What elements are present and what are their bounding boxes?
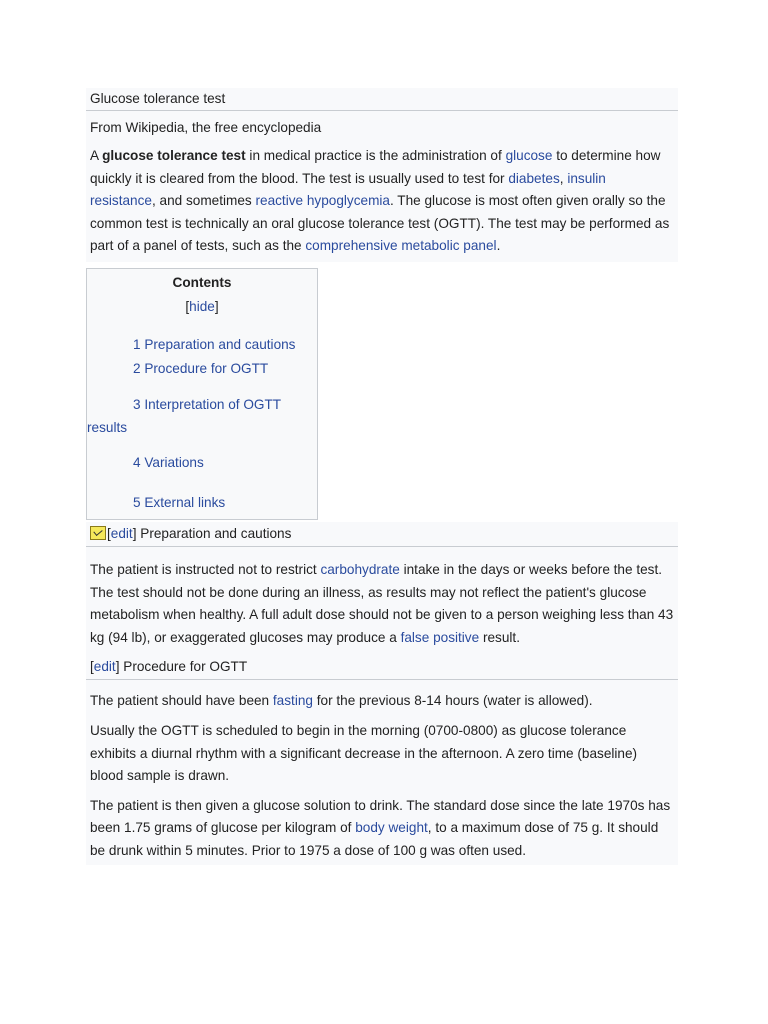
procedure-paragraph-3: The patient is then given a glucose solution to drink. The standard dose since the late 1970s has been 1.75 grams of glucose per kilogram of body weight, to a maximum dose of 75 g. It should be drunk within 5 minutes. Prior to 1975 a dose of 100 g was often used. xyxy=(90,797,671,858)
toc-hide-control: [hide] xyxy=(185,298,219,314)
toc-item-interpretation-cont[interactable]: results xyxy=(87,419,128,435)
section-title-preparation: Preparation and cautions xyxy=(136,525,292,541)
procedure-paragraph-1: The patient should have been fasting for the previous 8-14 hours (water is allowed). xyxy=(90,693,593,709)
toc-item-preparation[interactable]: 1 Preparation and cautions xyxy=(133,336,296,352)
link-diabetes[interactable]: diabetes xyxy=(508,170,560,186)
preparation-paragraph: The patient is instructed not to restrict carbohydrate intake in the days or weeks before the test. The test should not be done during an illness, as results may not reflect the patient's glucose metabolism when healthy. A full adult dose should not be given to a person weighing less than 43 kg (94 lb), or exaggerated glucoses may produce a false positive result. xyxy=(90,561,674,645)
toc-item-interpretation[interactable]: 3 Interpretation of OGTT xyxy=(133,396,282,412)
toc-item-procedure[interactable]: 2 Procedure for OGTT xyxy=(133,360,269,376)
link-comprehensive-metabolic-panel[interactable]: comprehensive metabolic panel xyxy=(305,238,497,254)
toc-title: Contents xyxy=(172,274,232,290)
edit-link-preparation[interactable]: edit xyxy=(110,525,133,541)
table-of-contents xyxy=(86,268,318,520)
toc-item-external-links[interactable]: 5 External links xyxy=(133,494,226,510)
article xyxy=(86,88,678,865)
article-header xyxy=(86,88,678,262)
link-glucose[interactable]: glucose xyxy=(505,148,553,163)
link-fasting[interactable]: fasting xyxy=(272,693,313,709)
procedure-paragraph-2: Usually the OGTT is scheduled to begin in the morning (0700-0800) as glucose tolerance exhibits a diurnal rhythm with a significant decrease in the afternoon. A zero time (baseline) blood sample is drawn. xyxy=(90,722,638,784)
section-title-procedure: Procedure for OGTT xyxy=(119,659,248,675)
section-preparation xyxy=(86,522,678,655)
link-carbohydrate[interactable]: carbohydrate xyxy=(320,561,400,577)
link-false-positive[interactable]: false positive xyxy=(400,629,480,645)
section-procedure xyxy=(86,655,678,864)
bold-term: glucose tolerance test xyxy=(102,148,246,163)
toc-hide-link[interactable]: hide xyxy=(189,298,215,314)
section-heading-procedure: [edit] Procedure for OGTT xyxy=(86,655,678,680)
link-body-weight[interactable]: body weight xyxy=(355,820,428,836)
toc-item-variations[interactable]: 4 Variations xyxy=(133,454,204,470)
edit-link-procedure[interactable]: edit xyxy=(93,659,116,675)
link-reactive-hypoglycemia[interactable]: reactive hypoglycemia xyxy=(255,193,390,209)
section-heading-preparation: [edit] Preparation and cautions xyxy=(86,522,678,547)
intro-paragraph: A glucose tolerance test in medical practice is the administration of glucose to determine how quickly it is cleared from the blood. The test is usually used to test for diabetes, insulin resistance, and sometimes reactive hypoglycemia. The glucose is most often given orally so the common test is technically an oral glucose tolerance test (OGTT). The test may be performed as part of a panel of tests, such as the comprehensive metabolic panel. xyxy=(90,148,670,254)
tagline: From Wikipedia, the free encyclopedia xyxy=(90,120,322,135)
edit-pencil-icon[interactable] xyxy=(90,526,106,540)
link-insulin-resistance[interactable]: insulin resistance xyxy=(90,170,606,209)
page-title: Glucose tolerance test xyxy=(86,88,678,111)
